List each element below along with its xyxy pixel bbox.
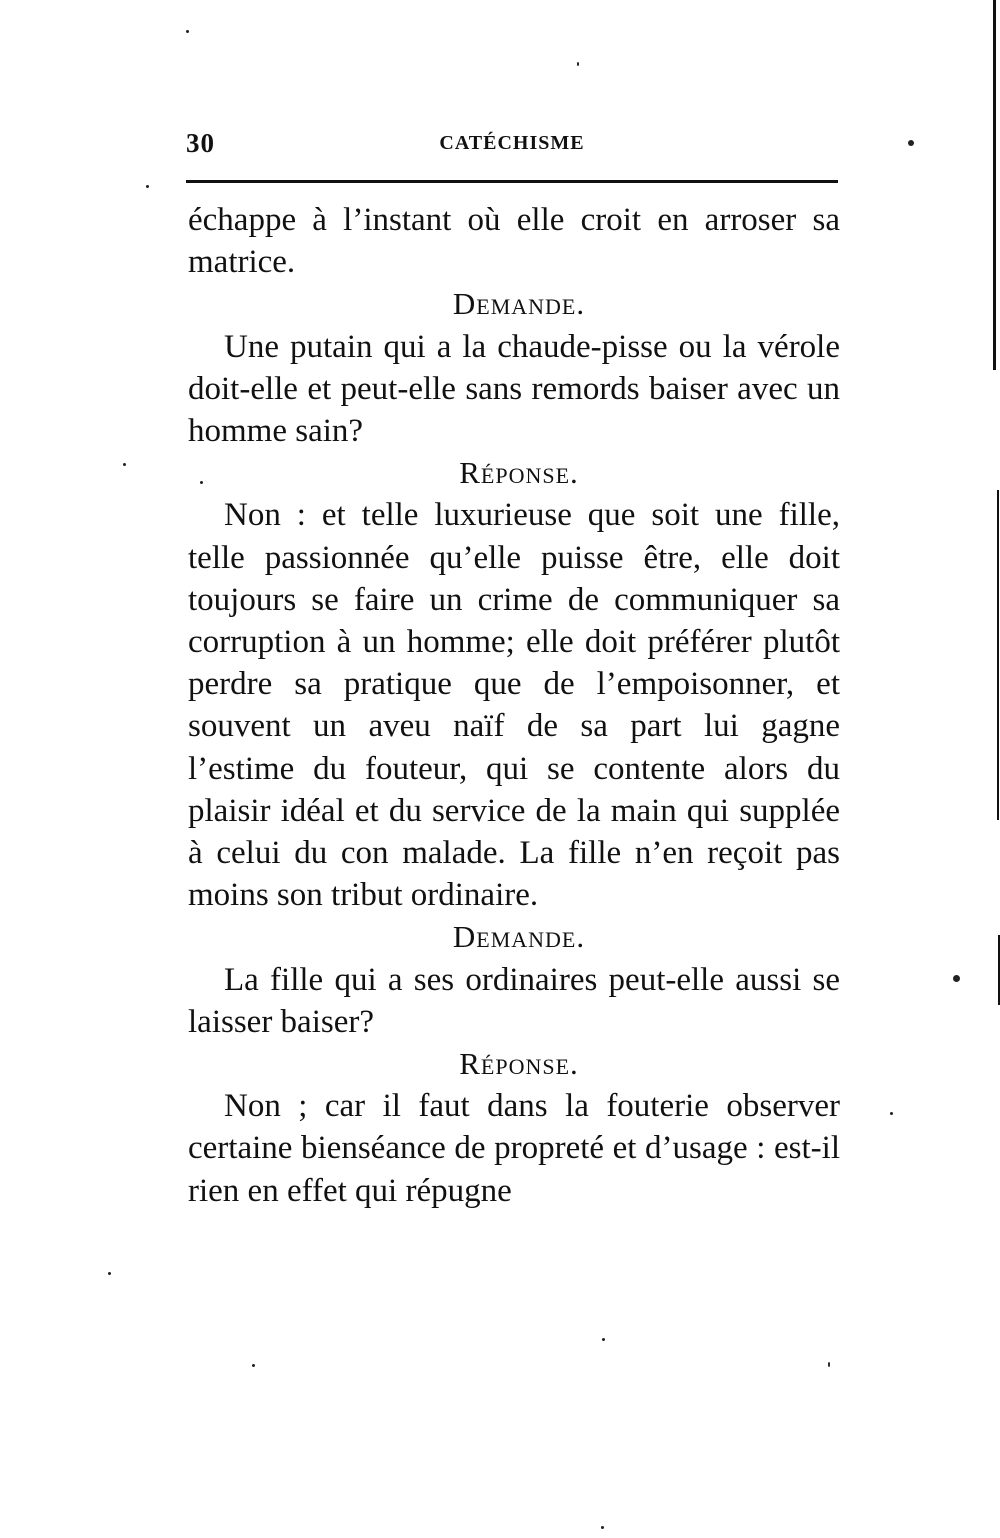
running-title: CATÉCHISME: [439, 132, 585, 154]
paragraph-question: Une putain qui a la chaude-pisse ou la vérole doit-elle et peut-elle sans remords baiser avec un homme sain?: [188, 328, 840, 450]
scan-edge-line: [993, 0, 996, 370]
scan-edge-line: [997, 490, 999, 820]
scan-speck: [108, 1272, 111, 1275]
page-number: 30: [186, 128, 215, 158]
scan-speck: [601, 1526, 604, 1529]
heading-reponse: Réponse.: [459, 455, 579, 491]
heading-reponse-2: Réponse.: [459, 1046, 579, 1082]
paragraph-answer: Non : et telle luxurieuse que soit une fille, telle passionnée qu’elle puisse être, elle doit toujours se faire un crime de communiquer sa corruption à un homme; elle doit préférer plutôt perdre sa pratique que de l’empoisonner, et souvent un aveu naïf de sa part lui gagne l’estime du fouteur, qui se contente alors du plaisir idéal et du service de la main qui supplée à celui du con malade. La fille n’en reçoit pas moins son tribut ordinaire.: [188, 497, 840, 914]
paragraph-answer-2: Non ; car il faut dans la fouterie observer certaine bienséance de propreté et d’usage : est-il rien en effet qui répugne: [188, 1088, 840, 1209]
paragraph-continuation: échappe à l’instant où elle croit en arroser sa matrice.: [188, 202, 840, 281]
scan-speck: [890, 1112, 893, 1115]
scan-speck: [200, 481, 203, 484]
scan-speck: [953, 975, 960, 982]
header-rule: [186, 180, 838, 183]
scan-speck: [146, 185, 149, 188]
scan-speck: [186, 30, 189, 33]
heading-demande-2: Demande.: [452, 919, 586, 955]
scan-speck: [602, 1338, 605, 1341]
scan-speck: [828, 1362, 830, 1367]
scan-speck: [252, 1364, 255, 1367]
paragraph-question-2: La fille qui a ses ordinaires peut-elle aussi se laisser baiser?: [188, 961, 840, 1040]
body-text: [188, 199, 840, 1212]
scan-speck: [123, 463, 126, 466]
heading-demande: Demande.: [452, 286, 586, 322]
running-head: [186, 128, 838, 162]
scan-speck: [577, 62, 579, 66]
scan-speck: [908, 140, 914, 146]
